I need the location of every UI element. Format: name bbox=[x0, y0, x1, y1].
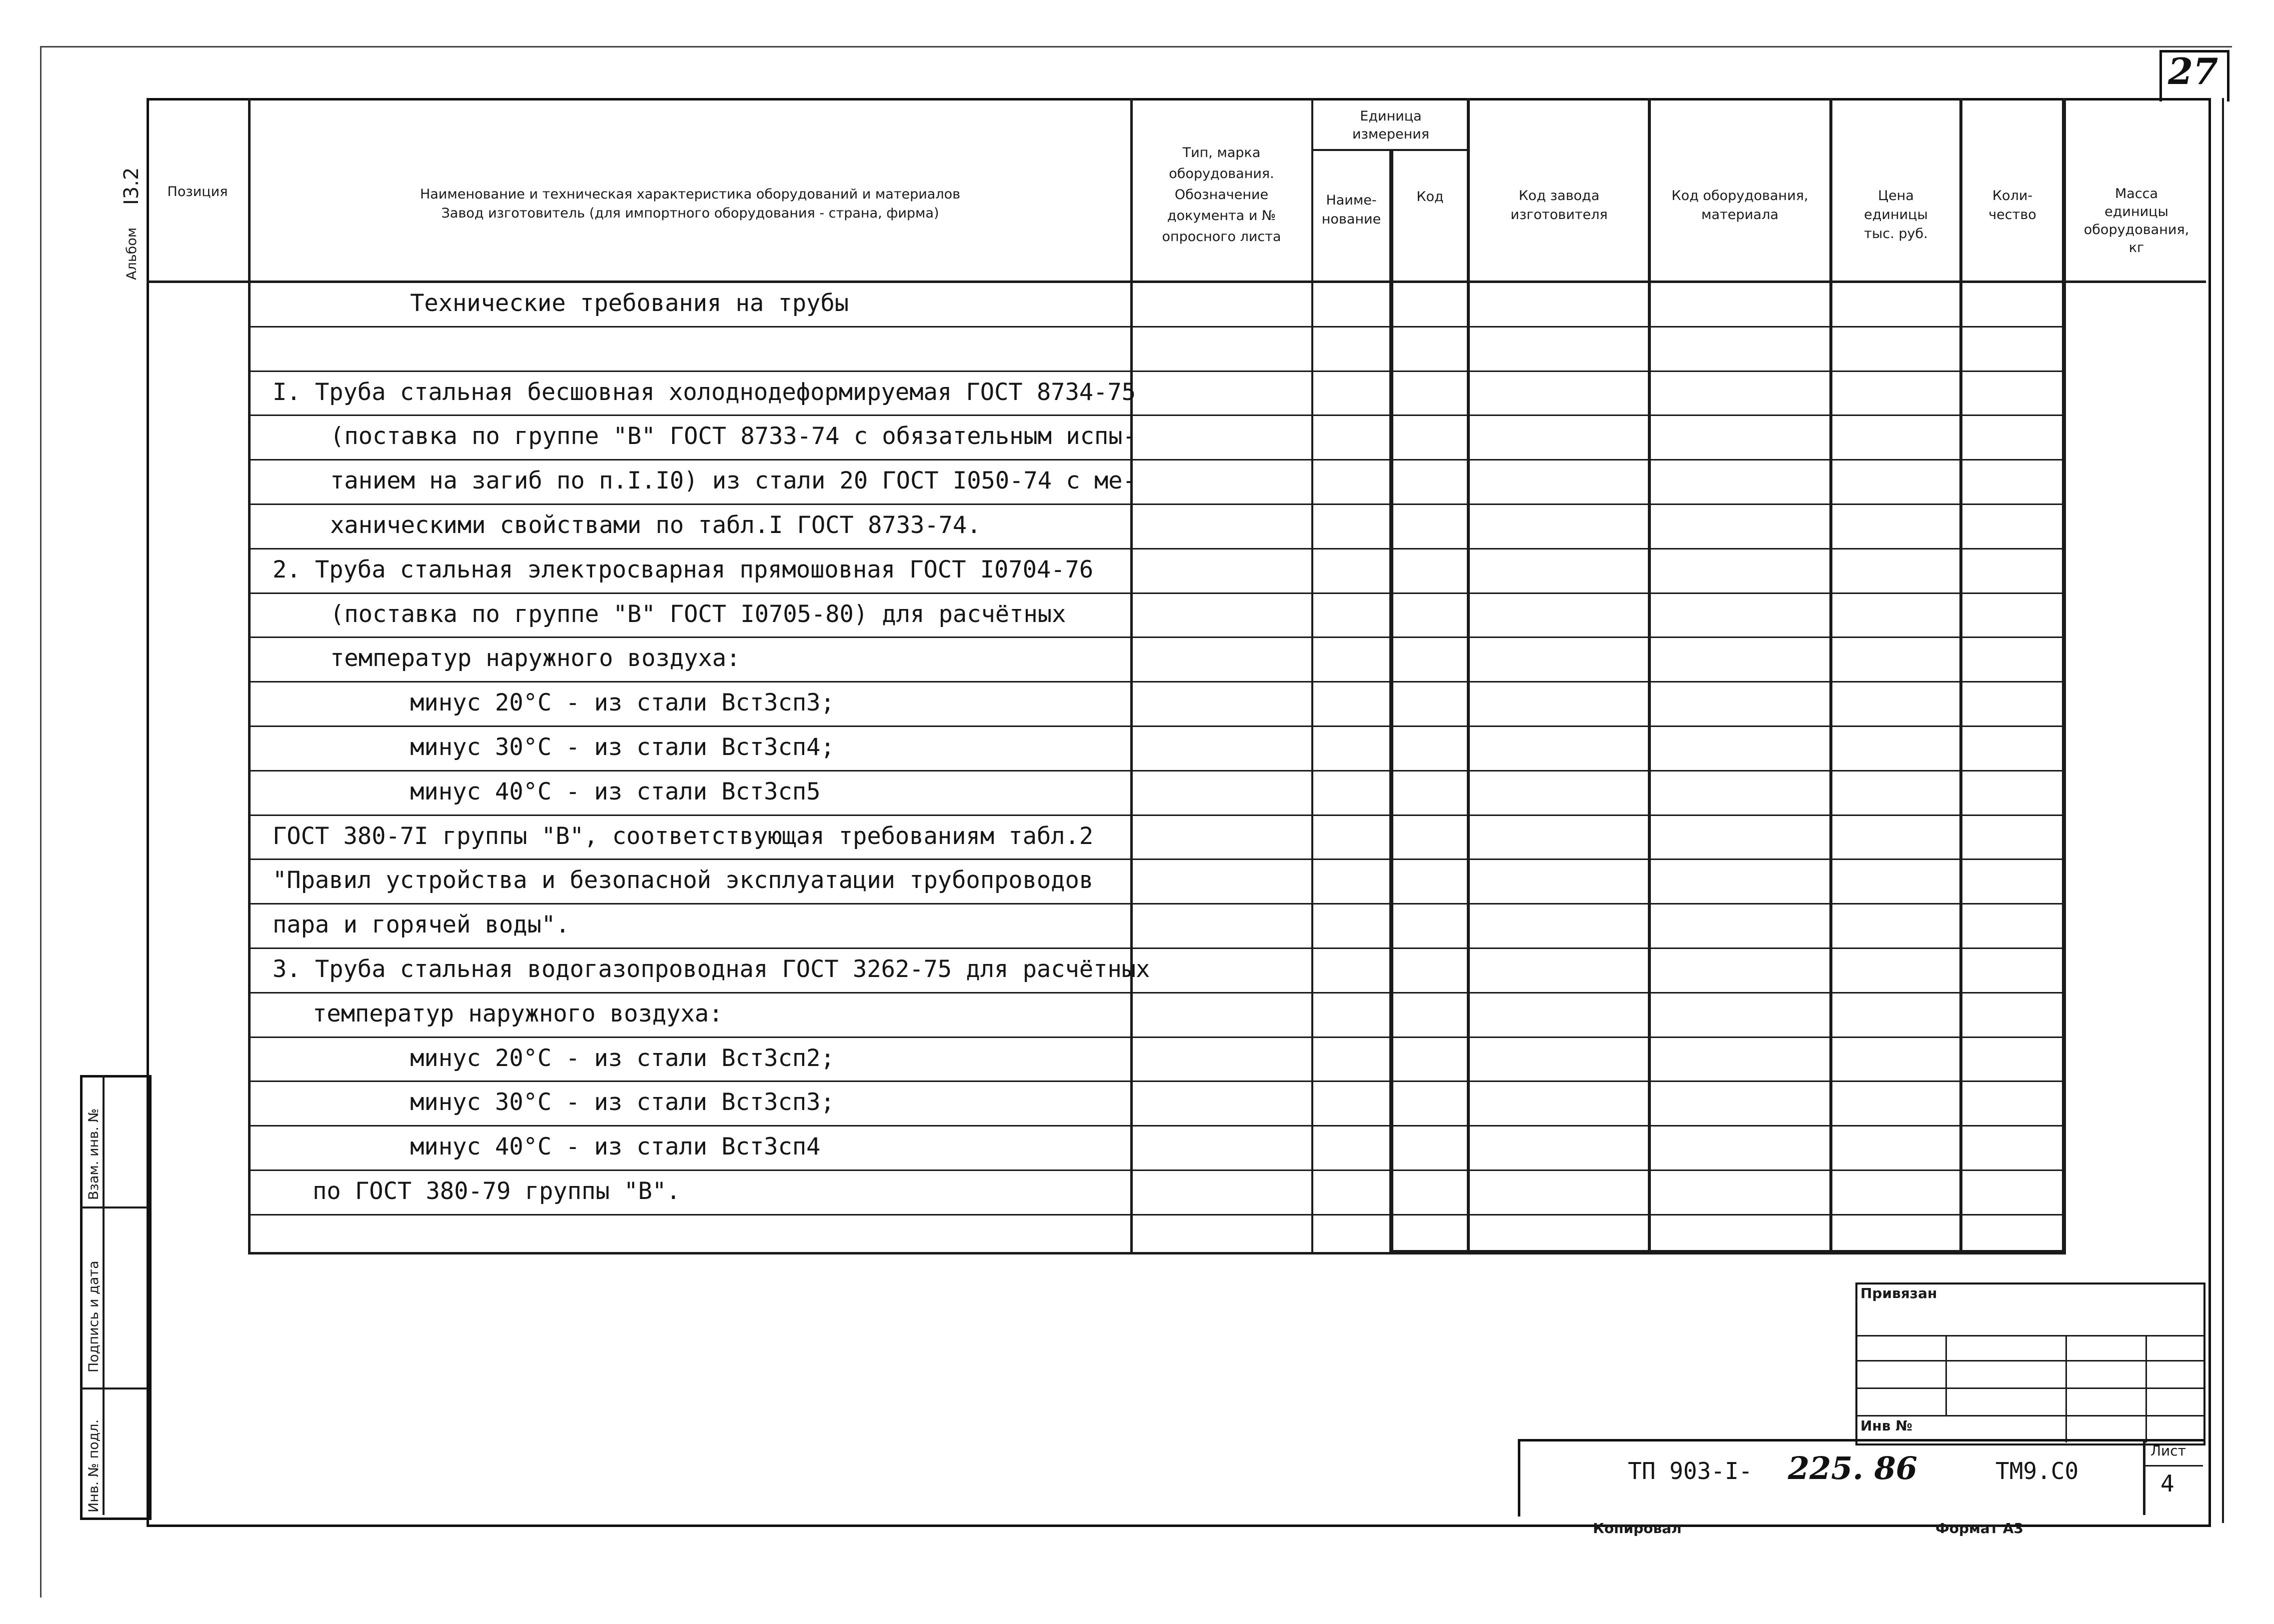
col-line-5 bbox=[1467, 98, 1470, 1253]
row-line bbox=[248, 548, 2066, 550]
table-row-text: минус 40°С - из стали ВстЗсп5 bbox=[410, 778, 821, 806]
header-name-line2: Завод изготовитель (для импортного оборудования - страна, фирма) bbox=[441, 206, 939, 221]
header-unit-name-line2: нование bbox=[1321, 212, 1381, 227]
header-unit-code: Код bbox=[1416, 189, 1444, 204]
col-line-7 bbox=[1829, 98, 1832, 1253]
row-line bbox=[248, 1170, 2066, 1171]
row-line bbox=[248, 948, 2066, 949]
header-price-line2: единицы bbox=[1864, 207, 1928, 222]
row-line bbox=[248, 504, 2066, 505]
doc-mark: ТМ9.С0 bbox=[1995, 1458, 2079, 1484]
table-row-text: минус 40°С - из стали ВстЗсп4 bbox=[410, 1133, 821, 1160]
title-block-sheet-line bbox=[2143, 1465, 2203, 1466]
attached-v3 bbox=[2145, 1335, 2147, 1442]
attached-label: Привязан bbox=[1860, 1285, 1937, 1302]
side-stamp-h2 bbox=[80, 1388, 148, 1390]
inv-no-label: Инв № bbox=[1860, 1418, 1912, 1434]
sheet-number: 4 bbox=[2160, 1470, 2174, 1497]
footer-format: Формат А3 bbox=[1935, 1520, 2023, 1536]
header-type-line2: оборудования. bbox=[1169, 166, 1274, 182]
row-line bbox=[248, 1080, 2066, 1082]
album-label: Альбом bbox=[124, 227, 140, 280]
album-code: I3.2 bbox=[120, 167, 143, 205]
attached-h3 bbox=[1855, 1388, 2203, 1389]
table-row-text: минус 30°С - из стали ВстЗсп3; bbox=[410, 1088, 835, 1116]
row-line bbox=[248, 1214, 2066, 1216]
header-unit-line2: измерения bbox=[1352, 126, 1430, 142]
row-line bbox=[248, 326, 2066, 328]
header-unit-name-line1: Наиме- bbox=[1326, 192, 1377, 208]
row-line bbox=[248, 814, 2066, 816]
table-row-text: минус 30°С - из стали ВстЗсп4; bbox=[410, 734, 835, 761]
row-line bbox=[248, 726, 2066, 727]
col-line-8 bbox=[1959, 98, 1962, 1253]
header-qty-line1: Коли- bbox=[1992, 188, 2033, 204]
header-equip-code bbox=[1650, 186, 1829, 224]
col-line-2 bbox=[1130, 98, 1133, 1253]
row-line bbox=[248, 370, 2066, 372]
attached-v2 bbox=[2065, 1335, 2067, 1442]
footer-copied: Копировал bbox=[1593, 1520, 1682, 1536]
header-type-line5: опросного листа bbox=[1162, 229, 1281, 244]
table-row-text: ГОСТ 380-7I группы "В", соответствующая требованиям табл.2 bbox=[273, 822, 1094, 850]
header-equip-code-line2: материала bbox=[1701, 207, 1779, 222]
header-mass-line3: оборудования, bbox=[2083, 222, 2189, 238]
col-line-6 bbox=[1648, 98, 1651, 1253]
table-row-text: температур наружного воздуха: bbox=[313, 1000, 723, 1028]
header-plant-code-line2: изготовителя bbox=[1510, 207, 1608, 222]
header-name-line1: Наименование и техническая характеристика оборудований и материалов bbox=[420, 186, 961, 202]
header-qty bbox=[1962, 186, 2062, 224]
row-line bbox=[248, 1036, 2066, 1038]
header-qty-line2: чество bbox=[1988, 207, 2036, 222]
doc-code-hand: 225. 86 bbox=[1788, 1450, 1917, 1486]
header-unit-name bbox=[1314, 191, 1389, 229]
row-line bbox=[248, 414, 2066, 416]
side-stamp-divider bbox=[103, 1075, 105, 1515]
attached-h4 bbox=[1855, 1415, 2203, 1416]
table-row-text: ханическими свойствами по табл.I ГОСТ 8733-74. bbox=[330, 512, 981, 539]
row-line bbox=[248, 770, 2066, 772]
col-line-9 bbox=[2062, 98, 2066, 1253]
title-block-sheet-divider bbox=[2143, 1440, 2145, 1515]
table-row-text: минус 20°С - из стали ВстЗсп2; bbox=[410, 1044, 835, 1072]
col-line-3 bbox=[1311, 98, 1313, 1253]
side-label-inv-orig: Инв. № подл. bbox=[86, 1419, 102, 1512]
table-row-text: (поставка по группе "В" ГОСТ I0705-80) для расчётных bbox=[330, 600, 1066, 628]
header-price-line1: Цена bbox=[1878, 188, 1914, 204]
row-line bbox=[248, 858, 2066, 860]
row-line bbox=[248, 459, 2066, 460]
row-line bbox=[248, 903, 2066, 904]
row-line bbox=[248, 992, 2066, 994]
header-type-line3: Обозначение bbox=[1174, 187, 1269, 202]
row-line bbox=[248, 592, 2066, 594]
table-row-text: температур наружного воздуха: bbox=[330, 644, 741, 672]
row-line bbox=[248, 681, 2066, 682]
header-mass bbox=[2066, 185, 2207, 257]
header-bottom-line bbox=[147, 280, 2206, 283]
header-equip-code-line1: Код оборудования, bbox=[1671, 188, 1808, 204]
header-type-line4: документа и № bbox=[1167, 208, 1276, 224]
right-edge-line bbox=[2222, 98, 2224, 1523]
col-line-1 bbox=[248, 98, 251, 1253]
doc-code-prefix: ТП 903-I- bbox=[1628, 1458, 1753, 1484]
header-unit-line1: Единица bbox=[1360, 108, 1422, 124]
header-name bbox=[253, 185, 1128, 223]
header-mass-line2: единицы bbox=[2104, 204, 2168, 220]
side-stamp-h1 bbox=[80, 1206, 148, 1208]
attached-h1 bbox=[1855, 1335, 2203, 1336]
header-plant-code bbox=[1470, 186, 1648, 224]
table-row-text: Технические требования на трубы bbox=[410, 290, 849, 317]
unit-split-line bbox=[1311, 149, 1468, 151]
header-position: Позиция bbox=[167, 184, 228, 200]
table-row-text: пара и горячей воды". bbox=[273, 911, 570, 938]
page-number: 27 bbox=[2168, 50, 2218, 92]
table-row-text: "Правил устройства и безопасной эксплуатации трубопроводов bbox=[273, 866, 1094, 894]
header-unit bbox=[1313, 108, 1468, 144]
code-block-bottom bbox=[1389, 1250, 2066, 1254]
header-mass-line4: кг bbox=[2128, 240, 2144, 256]
col-line-4 bbox=[1389, 150, 1393, 1253]
table-row-text: 2. Труба стальная электросварная прямошовная ГОСТ I0704-76 bbox=[273, 556, 1094, 584]
header-plant-code-line1: Код завода bbox=[1518, 188, 1600, 204]
side-label-signature: Подпись и дата bbox=[86, 1260, 102, 1372]
side-label-inv-replace: Взам. инв. № bbox=[86, 1108, 102, 1200]
table-row-text: 3. Труба стальная водогазопроводная ГОСТ 3262-75 для расчётных bbox=[273, 956, 1150, 983]
sheet-label: Лист bbox=[2150, 1442, 2186, 1459]
header-price-line3: тыс. руб. bbox=[1864, 226, 1928, 242]
header-type-line1: Тип, марка bbox=[1182, 145, 1261, 160]
table-row-text: I. Труба стальная бесшовная холоднодеформируемая ГОСТ 8734-75 bbox=[273, 378, 1136, 406]
row-line bbox=[248, 1125, 2066, 1126]
table-row-text: танием на загиб по п.I.I0) из стали 20 ГОСТ I050-74 с ме- bbox=[330, 467, 1137, 494]
header-mass-line1: Масса bbox=[2114, 186, 2158, 202]
table-row-text: минус 20°С - из стали ВстЗсп3; bbox=[410, 689, 835, 716]
row-line bbox=[248, 636, 2066, 638]
header-price bbox=[1832, 186, 1959, 244]
table-row-text: по ГОСТ 380-79 группы "В". bbox=[313, 1178, 681, 1205]
attached-v1 bbox=[1945, 1335, 1947, 1415]
table-row-text: (поставка по группе "В" ГОСТ 8733-74 с обязательным испы- bbox=[330, 422, 1137, 450]
attached-h2 bbox=[1855, 1360, 2203, 1362]
header-type bbox=[1133, 142, 1310, 248]
